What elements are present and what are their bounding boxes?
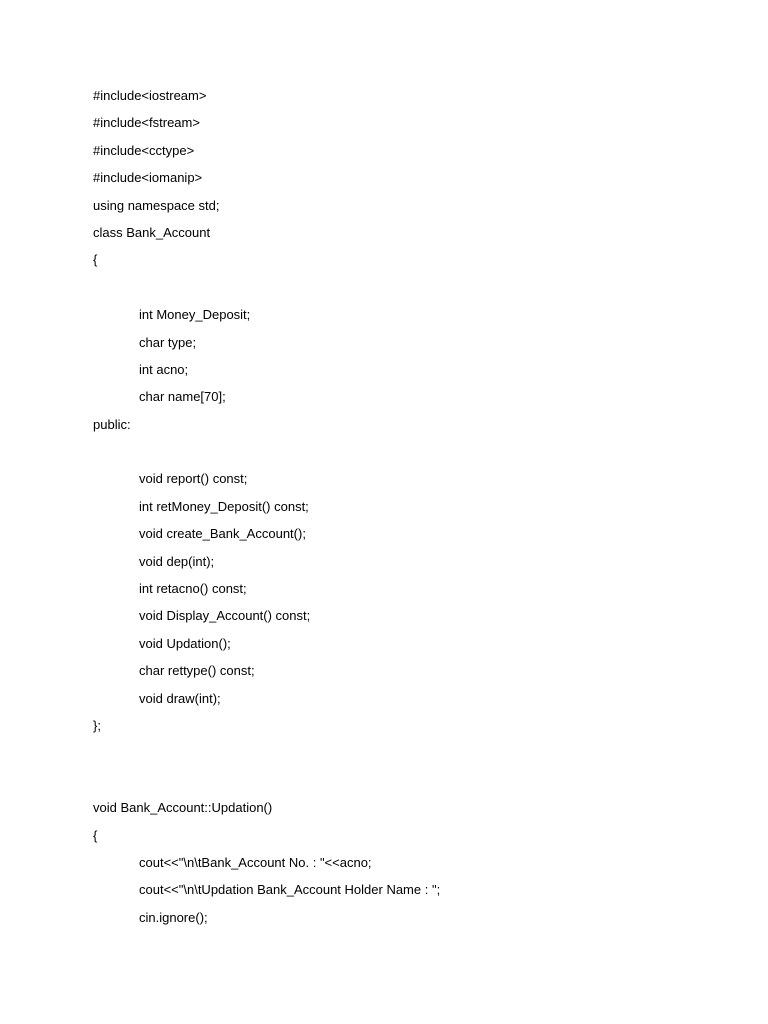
code-line: char type; (139, 334, 197, 350)
code-line: int retacno() const; (139, 581, 247, 597)
code-line: void report() const; (139, 471, 248, 487)
code-line: { (93, 827, 98, 843)
code-line: class Bank_Account (93, 224, 211, 240)
code-line: int retMoney_Deposit() const; (139, 498, 309, 514)
code-line: void Bank_Account::Updation() (93, 800, 273, 816)
code-line: #include<cctype> (93, 142, 195, 158)
code-line: int Money_Deposit; (139, 307, 251, 323)
code-line: void draw(int); (139, 690, 221, 706)
blank-line (93, 743, 733, 770)
code-line: void Updation(); (139, 635, 231, 651)
code-line: { (93, 252, 98, 268)
code-line: void dep(int); (139, 553, 215, 569)
code-line: cout<<"\n\tBank_Account No. : "<<acno; (139, 854, 372, 870)
code-line: #include<iostream> (93, 88, 207, 103)
code-line: cout<<"\n\tUpdation Bank_Account Holder Name : "; (139, 882, 441, 898)
code-line: void Display_Account() const; (139, 608, 311, 624)
code-line: #include<fstream> (93, 115, 200, 131)
code-listing (93, 86, 733, 935)
code-line: public: (93, 416, 131, 432)
blank-line (93, 771, 733, 798)
code-line: char name[70]; (139, 389, 226, 405)
code-line: char rettype() const; (139, 663, 255, 679)
blank-line (93, 442, 733, 469)
code-line: using namespace std; (93, 197, 220, 213)
code-line: int acno; (139, 361, 189, 377)
blank-line (93, 278, 733, 305)
code-line: cin.ignore(); (139, 909, 208, 925)
code-line: }; (93, 717, 101, 733)
code-line: void create_Bank_Account(); (139, 526, 306, 542)
code-line: #include<iomanip> (93, 170, 203, 186)
